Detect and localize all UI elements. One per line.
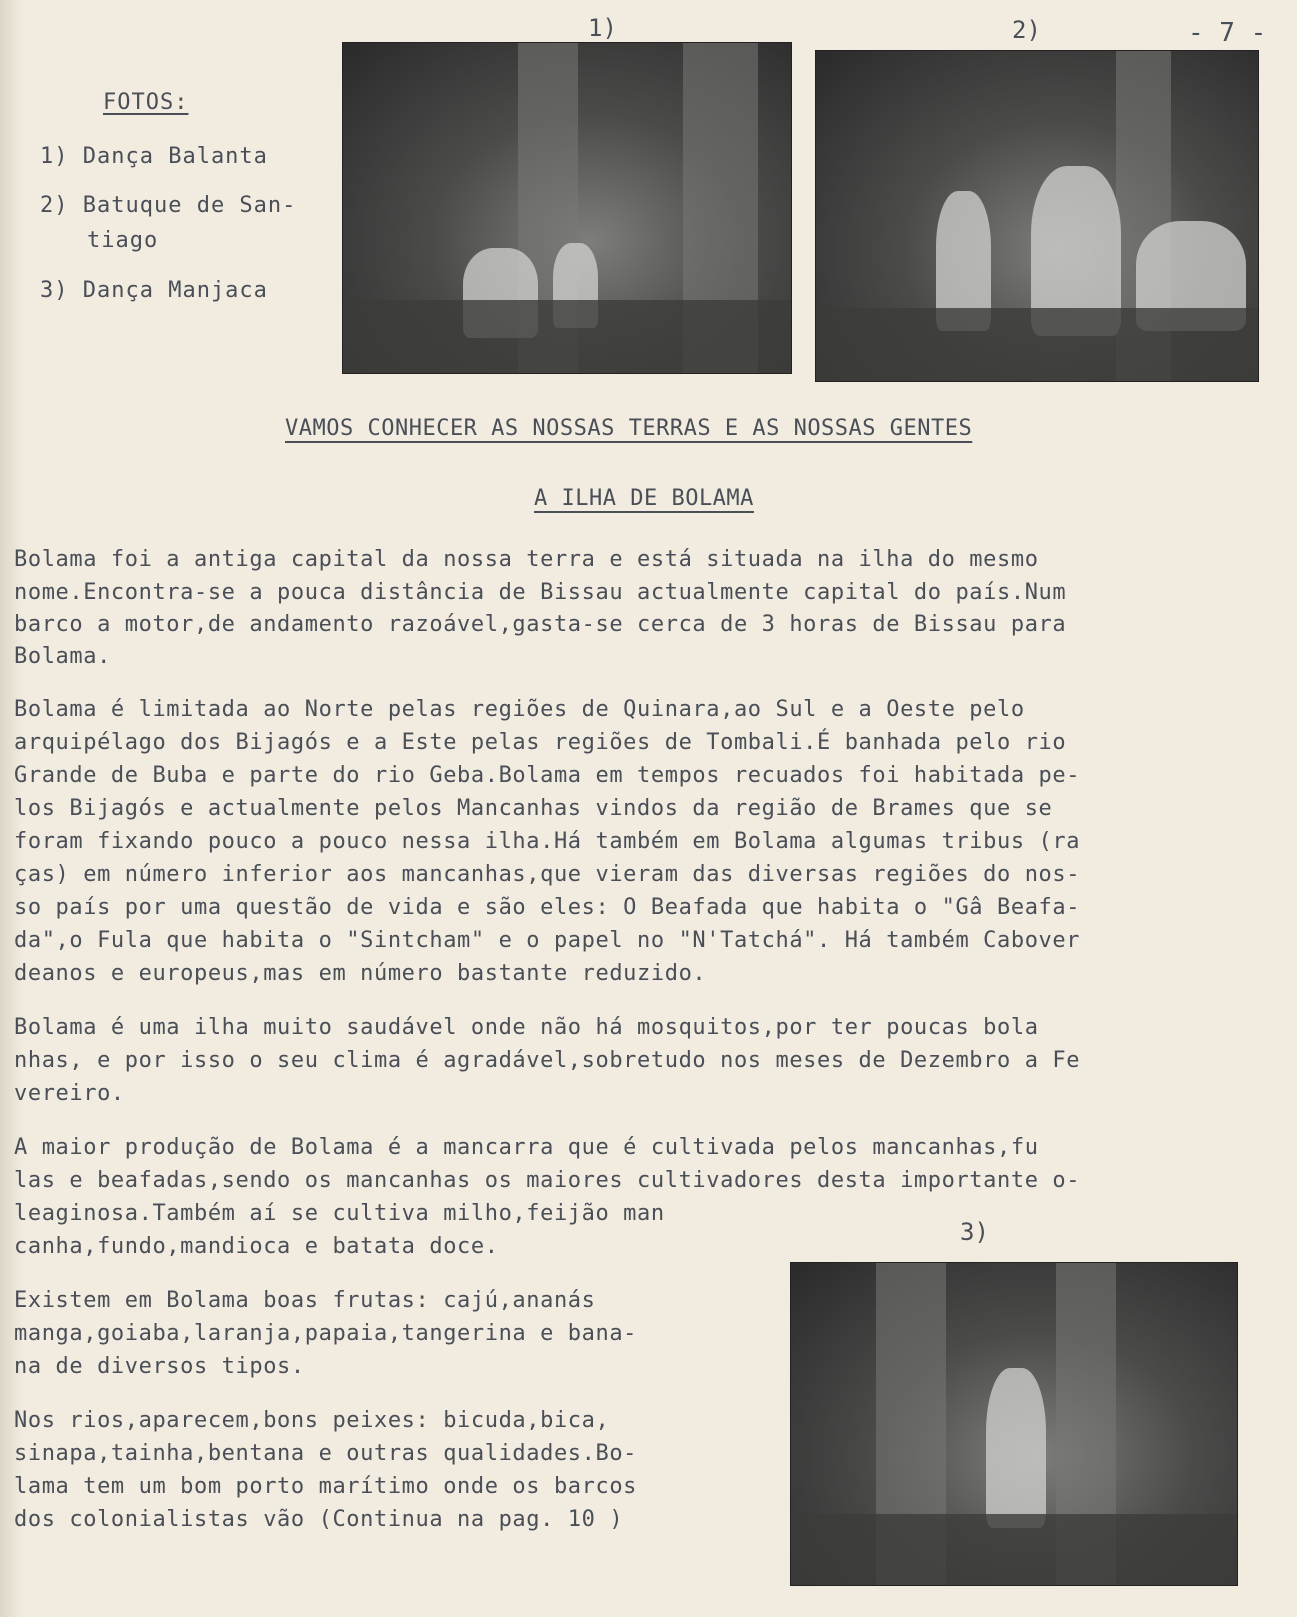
photo-legend-item-2-continued: tiago [87,228,159,253]
article-line: Bolama é limitada ao Norte pelas regiões de Quinara,ao Sul e a Oeste pelo [14,697,1025,722]
article-line: lama tem um bom porto marítimo onde os barcos [14,1474,638,1499]
article-line: las e beafadas,sendo os mancanhas os maiores cultivadores desta importante o- [14,1168,1081,1193]
article-line: Grande de Buba e parte do rio Geba.Bolama em tempos recuados foi habitada pe- [14,763,1081,788]
photo-2-batuque-de-santiago [815,50,1259,382]
article-subtitle: A ILHA DE BOLAMA [534,486,754,511]
article-line: na de diversos tipos. [14,1354,305,1379]
photo-legend-item-1: 1) Dança Balanta [40,144,268,169]
article-line: manga,goiaba,laranja,papaia,tangerina e bana- [14,1321,638,1346]
article-line: sinapa,tainha,bentana e outras qualidades.Bo- [14,1441,638,1466]
article-line: nome.Encontra-se a pouca distância de Bissau actualmente capital do país.Num [14,580,1067,605]
photo-1-danca-balanta [342,42,792,374]
article-line: so país por uma questão de vida e são eles: O Beafada que habita o "Gâ Beafa- [14,895,1081,920]
article-headline: VAMOS CONHECER AS NOSSAS TERRAS E AS NOSSAS GENTES [285,416,973,441]
article-line: nhas, e por isso o seu clima é agradável,sobretudo nos meses de Dezembro a Fe [14,1048,1081,1073]
photo-legend-item-3: 3) Dança Manjaca [40,278,268,303]
article-line: da",o Fula que habita o "Sintcham" e o papel no "N'Tatchá". Há também Cabover [14,928,1081,953]
article-line: Bolama foi a antiga capital da nossa terra e está situada na ilha do mesmo [14,547,1039,572]
photo-legend-item-2: 2) Batuque de San- [40,193,297,218]
photo-legend-title: FOTOS: [103,90,189,115]
photo-1-label: 1) [588,14,617,42]
article-line: deanos e europeus,mas em número bastante reduzido. [14,961,707,986]
article-line: ças) em número inferior aos mancanhas,que vieram das diversas regiões do nos- [14,862,1081,887]
article-line: canha,fundo,mandioca e batata doce. [14,1234,499,1259]
photo-2-label: 2) [1012,16,1041,44]
page-number: - 7 - [1188,18,1267,48]
article-line: dos colonialistas vão (Continua na pag. 10 ) [14,1507,624,1532]
article-line: Nos rios,aparecem,bons peixes: bicuda,bica, [14,1408,610,1433]
article-line: vereiro. [14,1081,125,1106]
article-line: leaginosa.Também aí se cultiva milho,feijão man [14,1201,665,1226]
article-line: Existem em Bolama boas frutas: cajú,ananás [14,1288,596,1313]
article-line: foram fixando pouco a pouco nessa ilha.Há também em Bolama algumas tribus (ra [14,829,1081,854]
photo-3-danca-manjaca [790,1262,1238,1586]
article-line: Bolama é uma ilha muito saudável onde não há mosquitos,por ter poucas bola [14,1015,1039,1040]
article-line: los Bijagós e actualmente pelos Mancanhas vindos da região de Brames que se [14,796,1053,821]
article-line: A maior produção de Bolama é a mancarra que é cultivada pelos mancanhas,fu [14,1135,1039,1160]
photo-3-label: 3) [960,1218,989,1246]
article-line: arquipélago dos Bijagós e a Este pelas regiões de Tombali.É banhada pelo rio [14,730,1067,755]
article-line: barco a motor,de andamento razoável,gasta-se cerca de 3 horas de Bissau para [14,612,1067,637]
article-line: Bolama. [14,644,111,669]
